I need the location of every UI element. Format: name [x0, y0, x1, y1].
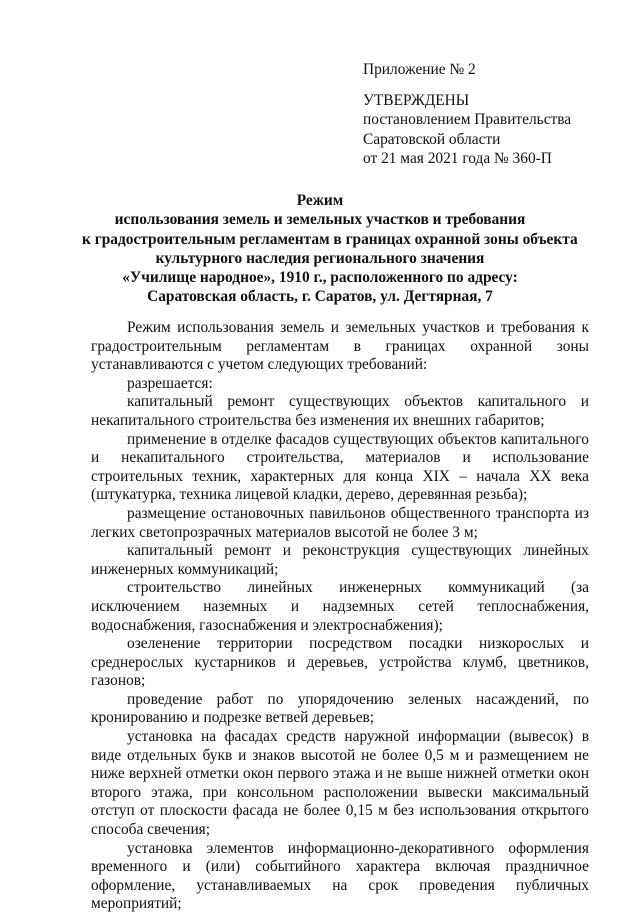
body-paragraph: проведение работ по упорядочению зеленых насаждений, по кронированию и подрезке ветвей деревьев; — [91, 690, 589, 727]
title-line: к градостроительным регламентам в границах охранной зоны объекта — [82, 230, 578, 248]
body-paragraph: Режим использования земель и земельных участков и требования к градостроительным регламентам в границах охранной зоны устанавливаются с учетом следующих требований: — [91, 319, 589, 374]
body-paragraph: размещение остановочных павильонов общественного транспорта из легких светопрозрачных материалов высотой не более 3 м; — [91, 504, 589, 541]
title-line: Режим — [296, 192, 344, 209]
approval-line: Саратовской области — [363, 130, 501, 148]
body-paragraph: разрешается: — [127, 374, 213, 392]
approved-heading: УТВЕРЖДЕНЫ — [363, 91, 470, 109]
document-title — [82, 191, 578, 307]
title-line: использования земель и земельных участков и требования — [114, 211, 526, 229]
approval-block — [363, 60, 571, 169]
body-paragraph: озеленение территории посредством посадки низкорослых и среднерослых кустарников и деревьев, устройства клумб, цветников, газонов; — [91, 635, 589, 690]
title-line: «Училище народное», 1910 г., расположенного по адресу: — [122, 269, 518, 287]
body-paragraph: применение в отделке фасадов существующих объектов капитального и некапитального строительства, материалов и использование строительных техник, характерных для конца XIX – начала XX века (штукатурка, техника лицевой кладки, дерево, деревянная резьба); — [91, 430, 589, 504]
approval-line: постановлением Правительства — [363, 111, 572, 128]
body-paragraph: установка на фасадах средств наружной информации (вывесок) в виде отдельных букв и знаков высотой не более 0,5 м и размещением не ниже верхней отметки окон первого этажа и не выше нижней отметки окон второго этажа, при консольном расположении вывески максимальный отступ от плоскости фасада не более 0,15 м без использования открытого способа свечения; — [91, 728, 589, 839]
title-line: культурного наследия регионального значения — [155, 249, 485, 267]
spacer — [363, 80, 571, 91]
approval-date-line: от 21 мая 2021 года № 360-П — [363, 150, 552, 167]
appendix-label: Приложение № 2 — [363, 61, 476, 78]
title-line: Саратовская область, г. Саратов, ул. Дегтярная, 7 — [147, 288, 493, 306]
body-paragraph: капитальный ремонт и реконструкция существующих линейных инженерных коммуникаций; — [91, 542, 589, 578]
body-paragraph: установка элементов информационно-декоративного оформления временного и (или) событийного характера включая праздничное оформление, устанавливаемых на срок проведения публичных мероприятий; — [91, 839, 589, 913]
document-body — [91, 319, 589, 914]
body-paragraph: строительство линейных инженерных коммуникаций (за исключением наземных и надземных сетей теплоснабжения, водоснабжения, газоснабжения и электроснабжения); — [91, 579, 589, 634]
body-paragraph: капитальный ремонт существующих объектов капитального и некапитального строительства без изменения их внешних габаритов; — [91, 393, 589, 429]
